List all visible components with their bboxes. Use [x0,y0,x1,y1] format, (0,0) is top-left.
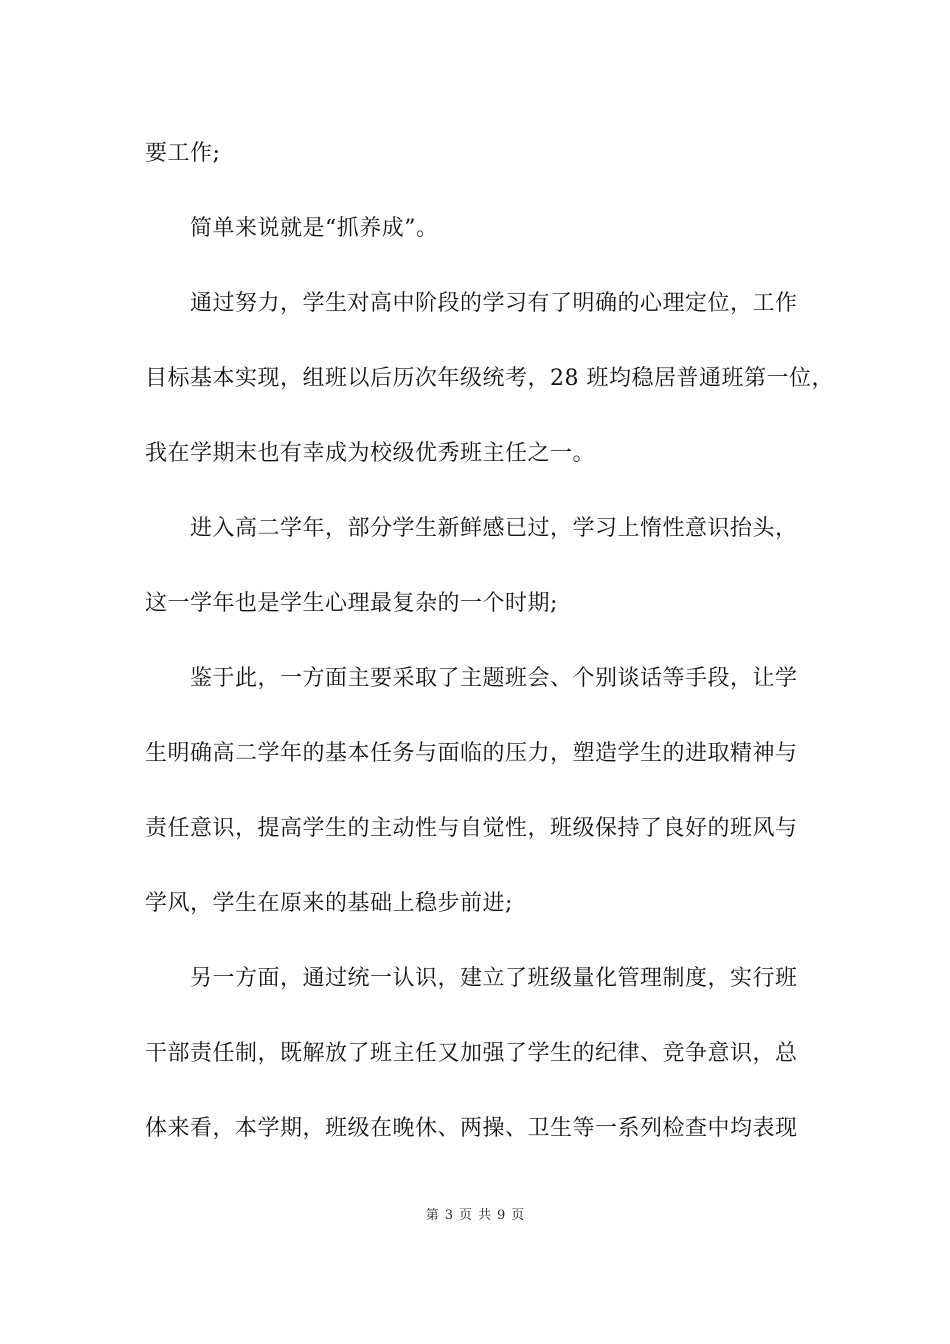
paragraph-line: 另一方面，通过统一认识，建立了班级量化管理制度，实行班 [190,966,798,991]
text-line: 我在学期末也有幸成为校级优秀班主任之一。 [145,441,596,466]
footer-total-pages: 9 [497,1208,506,1223]
paragraph-line: 通过努力，学生对高中阶段的学习有了明确的心理定位，工作 [190,291,798,316]
paragraph-line: 简单来说就是“抓养成”。 [190,216,439,241]
text-line: 学风，学生在原来的基础上稳步前进; [145,891,513,916]
text-line: 责任意识，提高学生的主动性与自觉性，班级保持了良好的班风与 [145,816,798,841]
text-line: 干部责任制，既解放了班主任又加强了学生的纪律、竞争意识，总 [145,1041,798,1066]
paragraph-line: 进入高二学年，部分学生新鲜感已过，学习上惰性意识抬头， [190,516,798,541]
footer-page-prefix: 第 [425,1208,439,1223]
text-line: 目标基本实现，组班以后历次年级统考，28 班均稳居普通班第一位， [145,366,834,391]
text-line: 生明确高二学年的基本任务与面临的压力，塑造学生的进取精神与 [145,741,798,766]
text-line: 体来看，本学期，班级在晚休、两操、卫生等一系列检查中均表现 [145,1116,798,1141]
text-line: 要工作; [145,141,221,166]
page-footer [0,1207,950,1225]
footer-page-word: 页 [458,1208,472,1223]
footer-current-page: 3 [444,1208,453,1223]
footer-total-prefix: 共 [478,1208,492,1223]
text-line: 这一学年也是学生心理最复杂的一个时期; [145,591,558,616]
paragraph-line: 鉴于此，一方面主要采取了主题班会、个别谈话等手段，让学 [190,666,798,691]
footer-page-word-end: 页 [511,1208,525,1223]
